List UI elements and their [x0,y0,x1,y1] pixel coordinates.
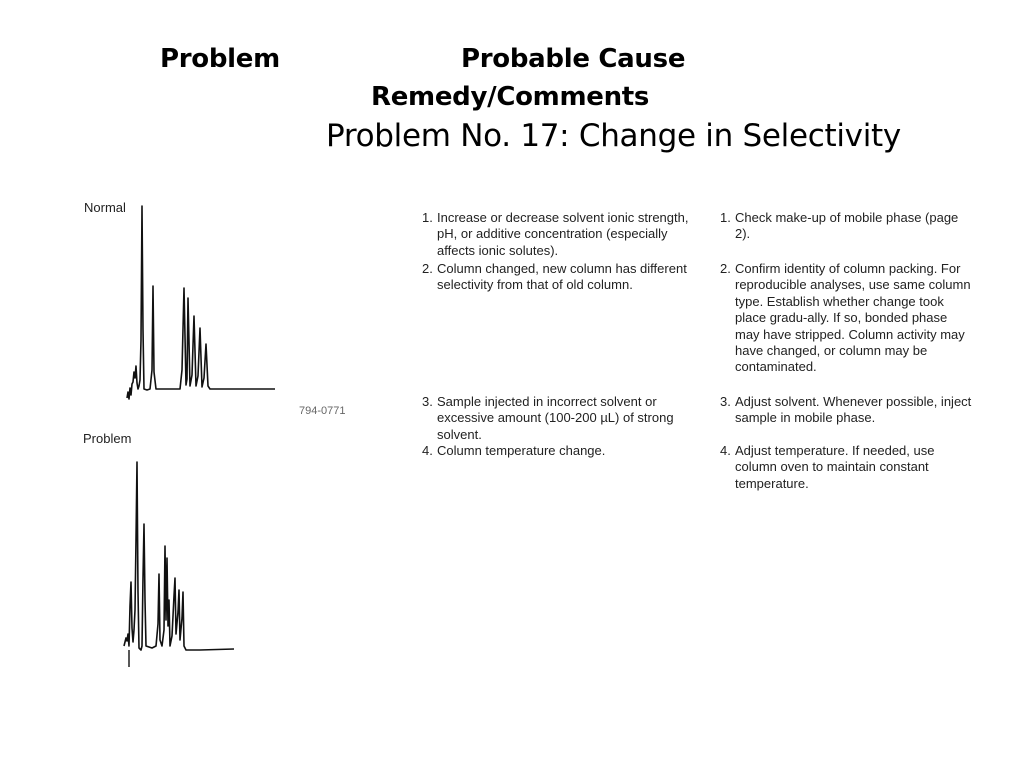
list-item [422,394,692,443]
list-text: Adjust solvent. Whenever possible, inject sample in mobile phase. [735,394,972,426]
header-remedy-comments: Remedy/Comments [371,82,650,112]
list-number: 1. [720,210,731,225]
list-number: 4. [422,443,433,458]
list-text: Confirm identity of column packing. For reproducible analyses, use same column type. Establish whether change took place gradu-ally. If so, bonded phase may have stripped. Column activity may have changed, or column may be contaminated. [735,261,971,375]
normal-chromatogram-label: Normal [84,200,126,215]
list-text: Column temperature change. [437,443,606,458]
header-problem: Problem [160,44,280,74]
list-item [720,210,972,243]
list-text: Check make-up of mobile phase (page 2). [735,210,959,242]
list-text: Column changed, new column has different selectivity from that of old column. [437,261,687,293]
list-item [720,261,972,376]
list-number: 3. [720,394,731,409]
list-number: 4. [720,443,731,458]
problem-chromatogram-trace [124,462,234,650]
figure-code: 794-0771 [299,405,346,417]
probable-causes-list [422,210,692,470]
list-text: Sample injected in incorrect solvent or excessive amount (100-200 µL) of strong solvent. [437,394,674,442]
list-item [720,443,972,492]
list-text: Adjust temperature. If needed, use column oven to maintain constant temperature. [735,443,935,491]
list-item [422,210,692,259]
header-probable-cause: Probable Cause [461,44,686,74]
problem-chromatogram-label: Problem [83,431,132,446]
remedies-list [720,210,972,500]
normal-chromatogram-trace [127,206,275,399]
list-item [422,261,692,294]
slide-title: Problem No. 17: Change in Selectivity [326,118,901,154]
list-item [720,394,972,427]
list-number: 3. [422,394,433,409]
list-number: 1. [422,210,433,225]
list-number: 2. [720,261,731,276]
list-text: Increase or decrease solvent ionic strength, pH, or additive concentration (especially affects ionic solutes). [437,210,689,258]
list-item [422,443,692,459]
list-number: 2. [422,261,433,276]
